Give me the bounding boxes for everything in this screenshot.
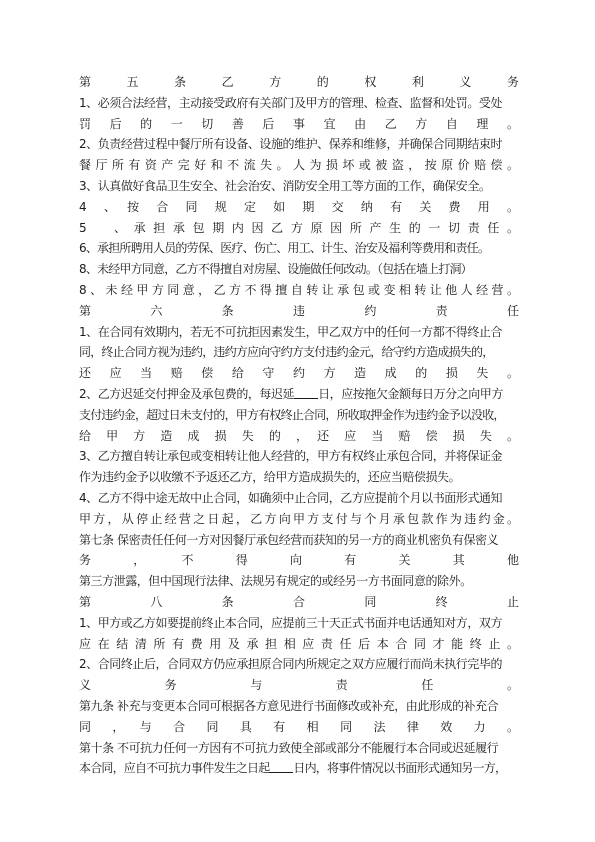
text-line: 第三方泄露，但中国现行法律、法规另有规定的或经另一方书面同意的除外。	[79, 574, 472, 589]
text-line: 1、必须合法经营，主动接受政府有关部门及甲方的管理、检查、监督和处罚。受处	[79, 95, 502, 110]
fill-in-blank	[269, 760, 293, 773]
text-line: 8、未经甲方同意，乙方不得擅自对房屋、设施做任何改动。（包括在墙上打洞）	[79, 262, 472, 277]
text-line: 1、甲方或乙方如要提前终止本合同，应提前三十天正式书面并电话通知对方，双方	[79, 615, 502, 630]
text-line	[79, 384, 519, 405]
text-segment: 2、乙方迟延交付押金及承包费的，每迟延	[79, 386, 295, 401]
text-segment: 日内，将事件情况以书面形式通知另一方，	[293, 761, 507, 776]
text-line: 甲方，从停止经营之日起，乙方向甲方支付与个月承包款作为违约金。	[79, 511, 519, 526]
text-line: 4 、 按 合 同 规 定 如 期 交 纳 有 关 费 用 。	[79, 199, 519, 214]
text-line: 务 ， 不 得 向 有 关 其 他	[79, 553, 519, 568]
text-line: 6、承担所聘用人员的劳保、医疗、伤亡、用工、计生、治安及福利等费用和责任。	[79, 241, 490, 256]
text-line: 2、负责经营过程中餐厅所有设备、设施的维护、保养和维修，并确保合同期结束时	[79, 137, 502, 152]
text-line: 应在结清所有费用及承担相应责任后本合同才能终止。	[79, 636, 519, 651]
text-line: 同 ， 与 合 同 具 有 相 同 法 律 效 力 。	[79, 719, 519, 734]
article-5-heading: 第 五 条 乙 方 的 权 利 义 务	[79, 75, 519, 89]
article-8-heading: 第 八 条 合 同 终 止	[79, 594, 519, 609]
article-10-heading: 第十条 不可抗力任何一方因有不可抗力致使全部或部分不能履行本合同或迟延履行	[79, 740, 499, 755]
text-line: 3、乙方擅自转让承包或变相转让他人经营的，甲方有权终止承包合同，并将保证金	[79, 449, 502, 464]
text-line: 8、未经甲方同意，乙方不得擅自转让承包或变相转让他人经营。	[79, 282, 519, 297]
text-line: 同，终止合同方视为违约，违约方应向守约方支付违约金元，给守约方造成损失的，	[79, 345, 494, 360]
text-line	[79, 758, 519, 779]
text-line: 给 甲 方 造 成 损 失 的 ， 还 应 当 赔 偿 损 失 。	[79, 428, 519, 443]
text-line: 5 、承担承包期内因乙方原因所产生的一切责任。	[79, 220, 519, 235]
text-line: 支付违约金，超过日未支付的，甲方有权终止合同，所收取押金作为违约金予以没收，	[79, 407, 505, 422]
article-9-heading: 第九条 补充与变更本合同可根据各方意见进行书面修改或补充，由此形成的补充合	[79, 698, 499, 713]
text-line: 罚 后 的 一 切 善 后 事 宜 由 乙 方 自 理 。	[79, 116, 519, 131]
article-7-heading: 第七条 保密责任任何一方对因餐厅承包经营而获知的另一方的商业机密负有保密义	[79, 532, 499, 547]
text-segment: 本合同，应自不可抗力事件发生之日起	[79, 761, 270, 776]
text-segment: 日，应按拖欠金额每日万分之向甲方	[318, 386, 503, 401]
article-6-heading: 第 六 条 违 约 责 任	[79, 303, 519, 318]
text-line: 1、在合同有效期内，若无不可抗拒因素发生，甲乙双方中的任何一方都不得终止合	[79, 324, 502, 339]
contract-text	[79, 72, 519, 779]
fill-in-blank	[294, 386, 318, 399]
text-line: 餐厅所有资产完好和不流失。人为损坏或被盗，按原价赔偿。	[79, 158, 519, 173]
text-line: 义 务 与 责 任 。	[79, 678, 519, 693]
text-line: 4、乙方不得中途无故中止合同，如确须中止合同，乙方应提前个月以书面形式通知	[79, 490, 502, 505]
text-line: 3、认真做好食品卫生安全、社会治安、消防安全用工等方面的工作，确保安全。	[79, 178, 491, 193]
text-line: 2、合同终止后，合同双方仍应承担原合同内所规定之双方应履行而尚未执行完毕的	[79, 657, 502, 672]
text-line: 还 应 当 赔 偿 给 守 约 方 造 成 的 损 失 。	[79, 366, 519, 381]
text-line: 作为违约金予以收缴不予返还乙方，给甲方造成损失的，还应当赔偿损失。	[79, 470, 461, 485]
